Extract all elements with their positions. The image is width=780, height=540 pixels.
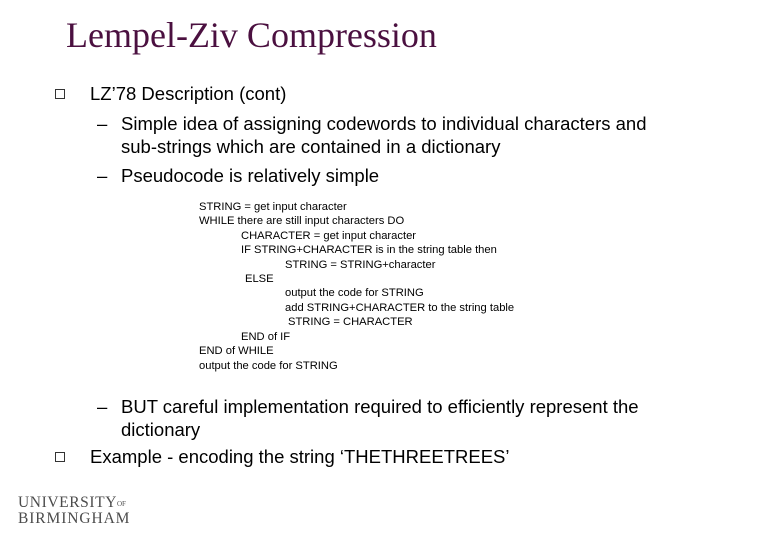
logo-line1: UNIVERSITY: [18, 494, 117, 511]
logo-line1-sup: OF: [117, 500, 126, 508]
logo-line2: BIRMINGHAM: [18, 510, 131, 527]
code-line: output the code for STRING: [285, 287, 424, 299]
bullet-box-icon: [55, 452, 65, 462]
code-line: add STRING+CHARACTER to the string table: [285, 302, 515, 314]
code-line: STRING = get input character: [199, 201, 347, 213]
bullet-lz78-description: LZ’78 Description (cont): [90, 83, 287, 104]
bullet-box-icon: [55, 89, 65, 99]
code-line: IF STRING+CHARACTER is in the string table then: [241, 244, 497, 256]
code-line: WHILE there are still input characters DO: [199, 215, 405, 227]
dash-marker: –: [97, 396, 108, 417]
code-line: output the code for STRING: [199, 360, 338, 372]
sub-bullet-implementation-line2: dictionary: [121, 419, 201, 440]
code-line: END of WHILE: [199, 345, 274, 357]
code-line: CHARACTER = get input character: [241, 230, 417, 242]
sub-bullet-codewords-line1: Simple idea of assigning codewords to individual characters and: [121, 113, 647, 134]
code-line: ELSE: [245, 273, 274, 285]
code-line: END of IF: [241, 331, 291, 343]
university-logo: [18, 495, 130, 527]
sub-bullet-codewords-line2: sub-strings which are contained in a dictionary: [121, 136, 501, 157]
slide-title: Lempel-Ziv Compression: [66, 15, 437, 55]
sub-bullet-pseudocode: Pseudocode is relatively simple: [121, 165, 380, 186]
code-line: STRING = CHARACTER: [288, 316, 413, 328]
dash-marker: –: [97, 165, 108, 186]
dash-marker: –: [97, 113, 108, 134]
code-line: STRING = STRING+character: [285, 259, 436, 271]
sub-bullet-implementation-line1: BUT careful implementation required to efficiently represent the: [121, 396, 639, 417]
bullet-example-encoding: Example - encoding the string ‘THETHREETREES’: [90, 446, 510, 467]
